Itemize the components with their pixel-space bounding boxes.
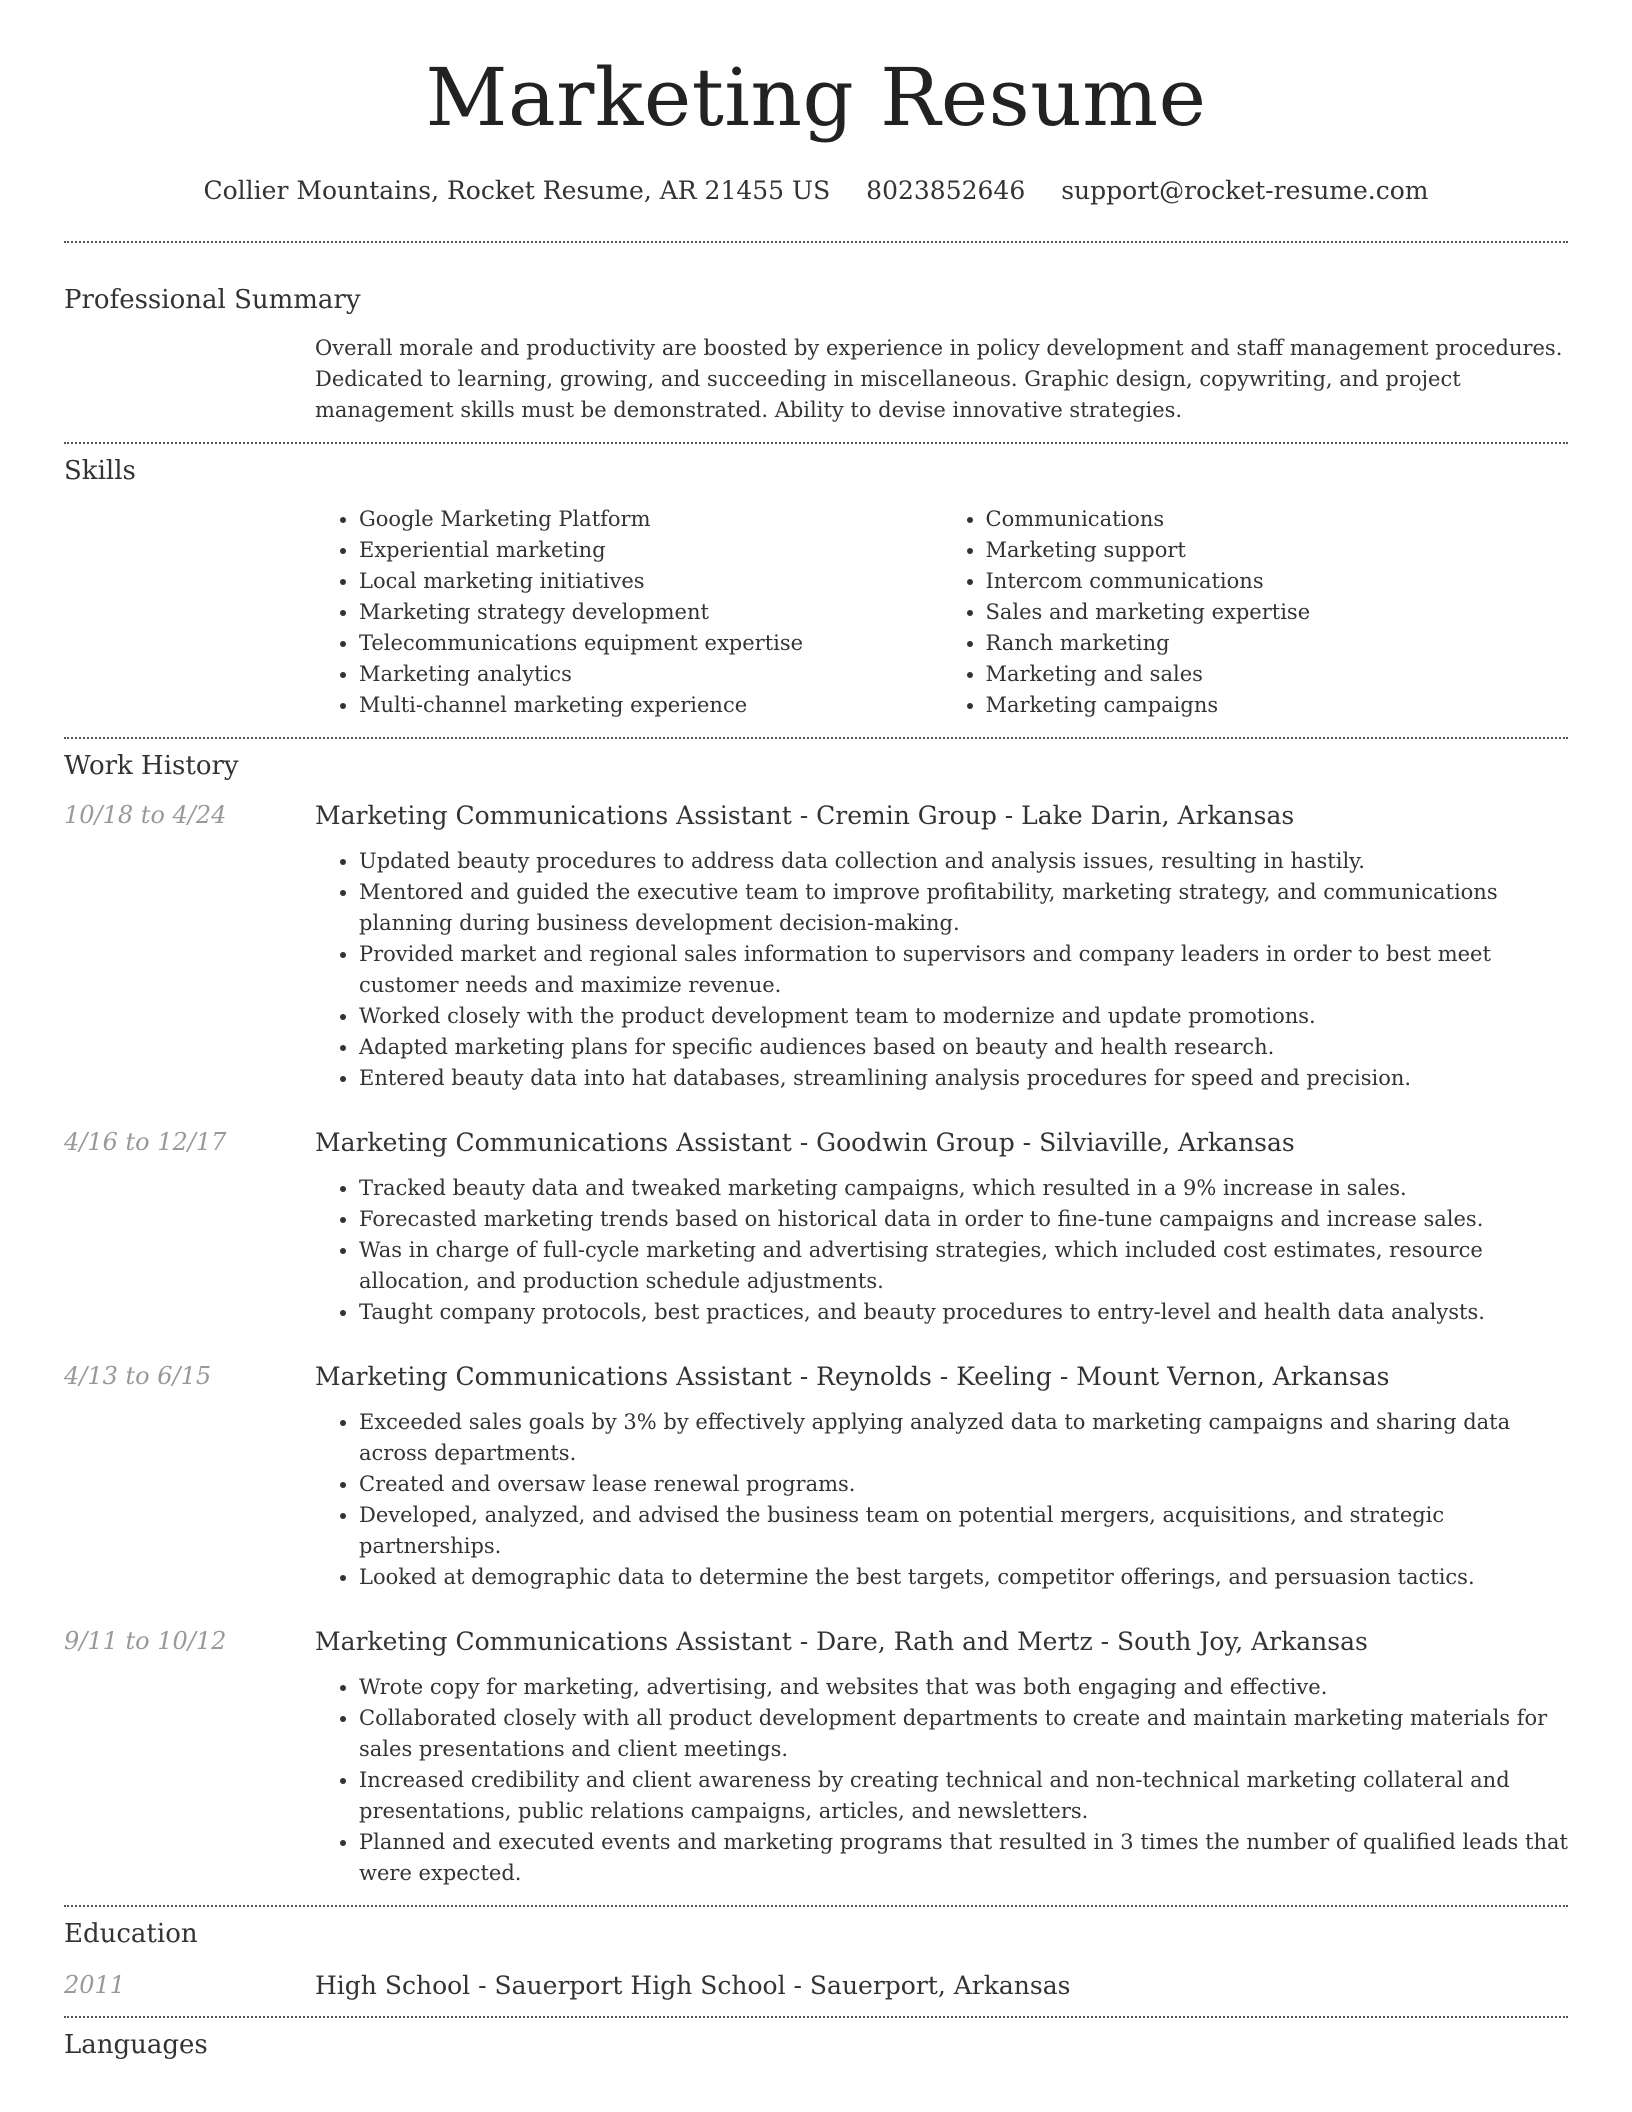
skill-item: • Multi-channel marketing experience [359, 690, 942, 721]
job-entry [64, 1362, 1568, 1593]
education-entry: High School - Sauerport High School - Sauerport, Arkansas [315, 1971, 1071, 2000]
job-bullet: • Mentored and guided the executive team to improve profitability, marketing strategy, and communications planning during business development decision-making. [359, 877, 1568, 939]
job-bullet: • Tracked beauty data and tweaked marketing campaigns, which resulted in a 9% increase in sales. [359, 1173, 1568, 1204]
education-year: 2011 [64, 1971, 126, 1999]
job-dates: 4/16 to 12/17 [64, 1128, 227, 1156]
section-title-work: Work History [64, 751, 239, 781]
resume-title: Marketing Resume [425, 51, 1207, 144]
skill-item: • Marketing analytics [359, 659, 942, 690]
job-bullet: • Looked at demographic data to determine the best targets, competitor offerings, and persuasion tactics. [359, 1562, 1568, 1593]
divider [64, 1905, 1568, 1907]
job-bullet: • Provided market and regional sales information to supervisors and company leaders in order to best meet customer needs and maximize revenue. [359, 939, 1568, 1001]
skill-item: • Sales and marketing expertise [986, 597, 1569, 628]
job-bullet: • Worked closely with the product development team to modernize and update promotions. [359, 1001, 1568, 1032]
job-title: Marketing Communications Assistant - Cremin Group - Lake Darin, Arkansas [315, 801, 1295, 830]
job-bullet: • Wrote copy for marketing, advertising, and websites that was both engaging and effective. [359, 1672, 1568, 1703]
contact-phone: 8023852646 [866, 176, 1026, 205]
skills-columns [315, 504, 1568, 721]
skill-item: • Marketing campaigns [986, 690, 1569, 721]
skill-item: • Communications [986, 504, 1569, 535]
skills-section [64, 456, 1568, 721]
job-bullet: • Developed, analyzed, and advised the business team on potential mergers, acquisitions, and strategic partnerships. [359, 1500, 1568, 1562]
job-dates: 9/11 to 10/12 [64, 1627, 227, 1655]
job-bullets [315, 1407, 1568, 1593]
job-bullets [315, 1173, 1568, 1328]
job-entry [64, 1128, 1568, 1328]
skill-item: • Experiential marketing [359, 535, 942, 566]
job-bullets [315, 846, 1568, 1094]
skill-item: • Intercom communications [986, 566, 1569, 597]
skills-list-left [315, 504, 942, 721]
job-dates: 10/18 to 4/24 [64, 801, 227, 829]
skill-item: • Marketing support [986, 535, 1569, 566]
job-title: Marketing Communications Assistant - Reynolds - Keeling - Mount Vernon, Arkansas [315, 1362, 1390, 1391]
job-dates: 4/13 to 6/15 [64, 1362, 212, 1390]
divider [64, 2016, 1568, 2018]
section-title-languages: Languages [64, 2030, 208, 2060]
contact-address: Collier Mountains, Rocket Resume, AR 21455 US [203, 176, 831, 205]
skills-list-right [942, 504, 1569, 721]
skill-item: • Ranch marketing [986, 628, 1569, 659]
job-entry [64, 801, 1568, 1094]
summary-text: Overall morale and productivity are boosted by experience in policy development and staff management procedures. Dedicated to learning, growing, and succeeding in miscellaneous. Graphic design, copywriting, and project management skills must be demonstrated. Ability to devise innovative strategies. [315, 336, 1563, 422]
job-bullet: • Created and oversaw lease renewal programs. [359, 1469, 1568, 1500]
skill-item: • Marketing strategy development [359, 597, 942, 628]
resume-page [64, 0, 1568, 2060]
contact-email: support@rocket-resume.com [1061, 176, 1429, 205]
job-bullet: • Entered beauty data into hat databases, streamlining analysis procedures for speed and precision. [359, 1063, 1568, 1094]
section-title-education: Education [64, 1919, 198, 1949]
job-bullet: • Taught company protocols, best practices, and beauty procedures to entry-level and health data analysts. [359, 1297, 1568, 1328]
job-entry [64, 1627, 1568, 1889]
skill-item: • Telecommunications equipment expertise [359, 628, 942, 659]
skill-item: • Marketing and sales [986, 659, 1569, 690]
job-bullets [315, 1672, 1568, 1889]
job-title: Marketing Communications Assistant - Goodwin Group - Silviaville, Arkansas [315, 1128, 1295, 1157]
divider [64, 737, 1568, 739]
summary-section [64, 285, 1568, 426]
job-bullet: • Collaborated closely with all product development departments to create and maintain marketing materials for sales presentations and client meetings. [359, 1703, 1568, 1765]
job-bullet: • Exceeded sales goals by 3% by effectively applying analyzed data to marketing campaigns and sharing data across departments. [359, 1407, 1568, 1469]
skill-item: • Google Marketing Platform [359, 504, 942, 535]
job-bullet: • Increased credibility and client awareness by creating technical and non-technical marketing collateral and presentations, public relations campaigns, articles, and newsletters. [359, 1765, 1568, 1827]
education-section [64, 1919, 1568, 2000]
contact-line [64, 176, 1568, 205]
languages-section [64, 2030, 1568, 2060]
work-section [64, 751, 1568, 1889]
job-bullet: • Adapted marketing plans for specific audiences based on beauty and health research. [359, 1032, 1568, 1063]
job-bullet: • Forecasted marketing trends based on historical data in order to fine-tune campaigns and increase sales. [359, 1204, 1568, 1235]
section-title-skills: Skills [64, 456, 136, 486]
job-bullet: • Was in charge of full-cycle marketing and advertising strategies, which included cost estimates, resource allocation, and production schedule adjustments. [359, 1235, 1568, 1297]
job-title: Marketing Communications Assistant - Dare, Rath and Mertz - South Joy, Arkansas [315, 1627, 1368, 1656]
job-bullet: • Updated beauty procedures to address data collection and analysis issues, resulting in hastily. [359, 846, 1568, 877]
skill-item: • Local marketing initiatives [359, 566, 942, 597]
divider [64, 442, 1568, 444]
divider [64, 241, 1568, 243]
job-bullet: • Planned and executed events and marketing programs that resulted in 3 times the number of qualified leads that were expected. [359, 1827, 1568, 1889]
section-title-summary: Professional Summary [64, 285, 361, 315]
